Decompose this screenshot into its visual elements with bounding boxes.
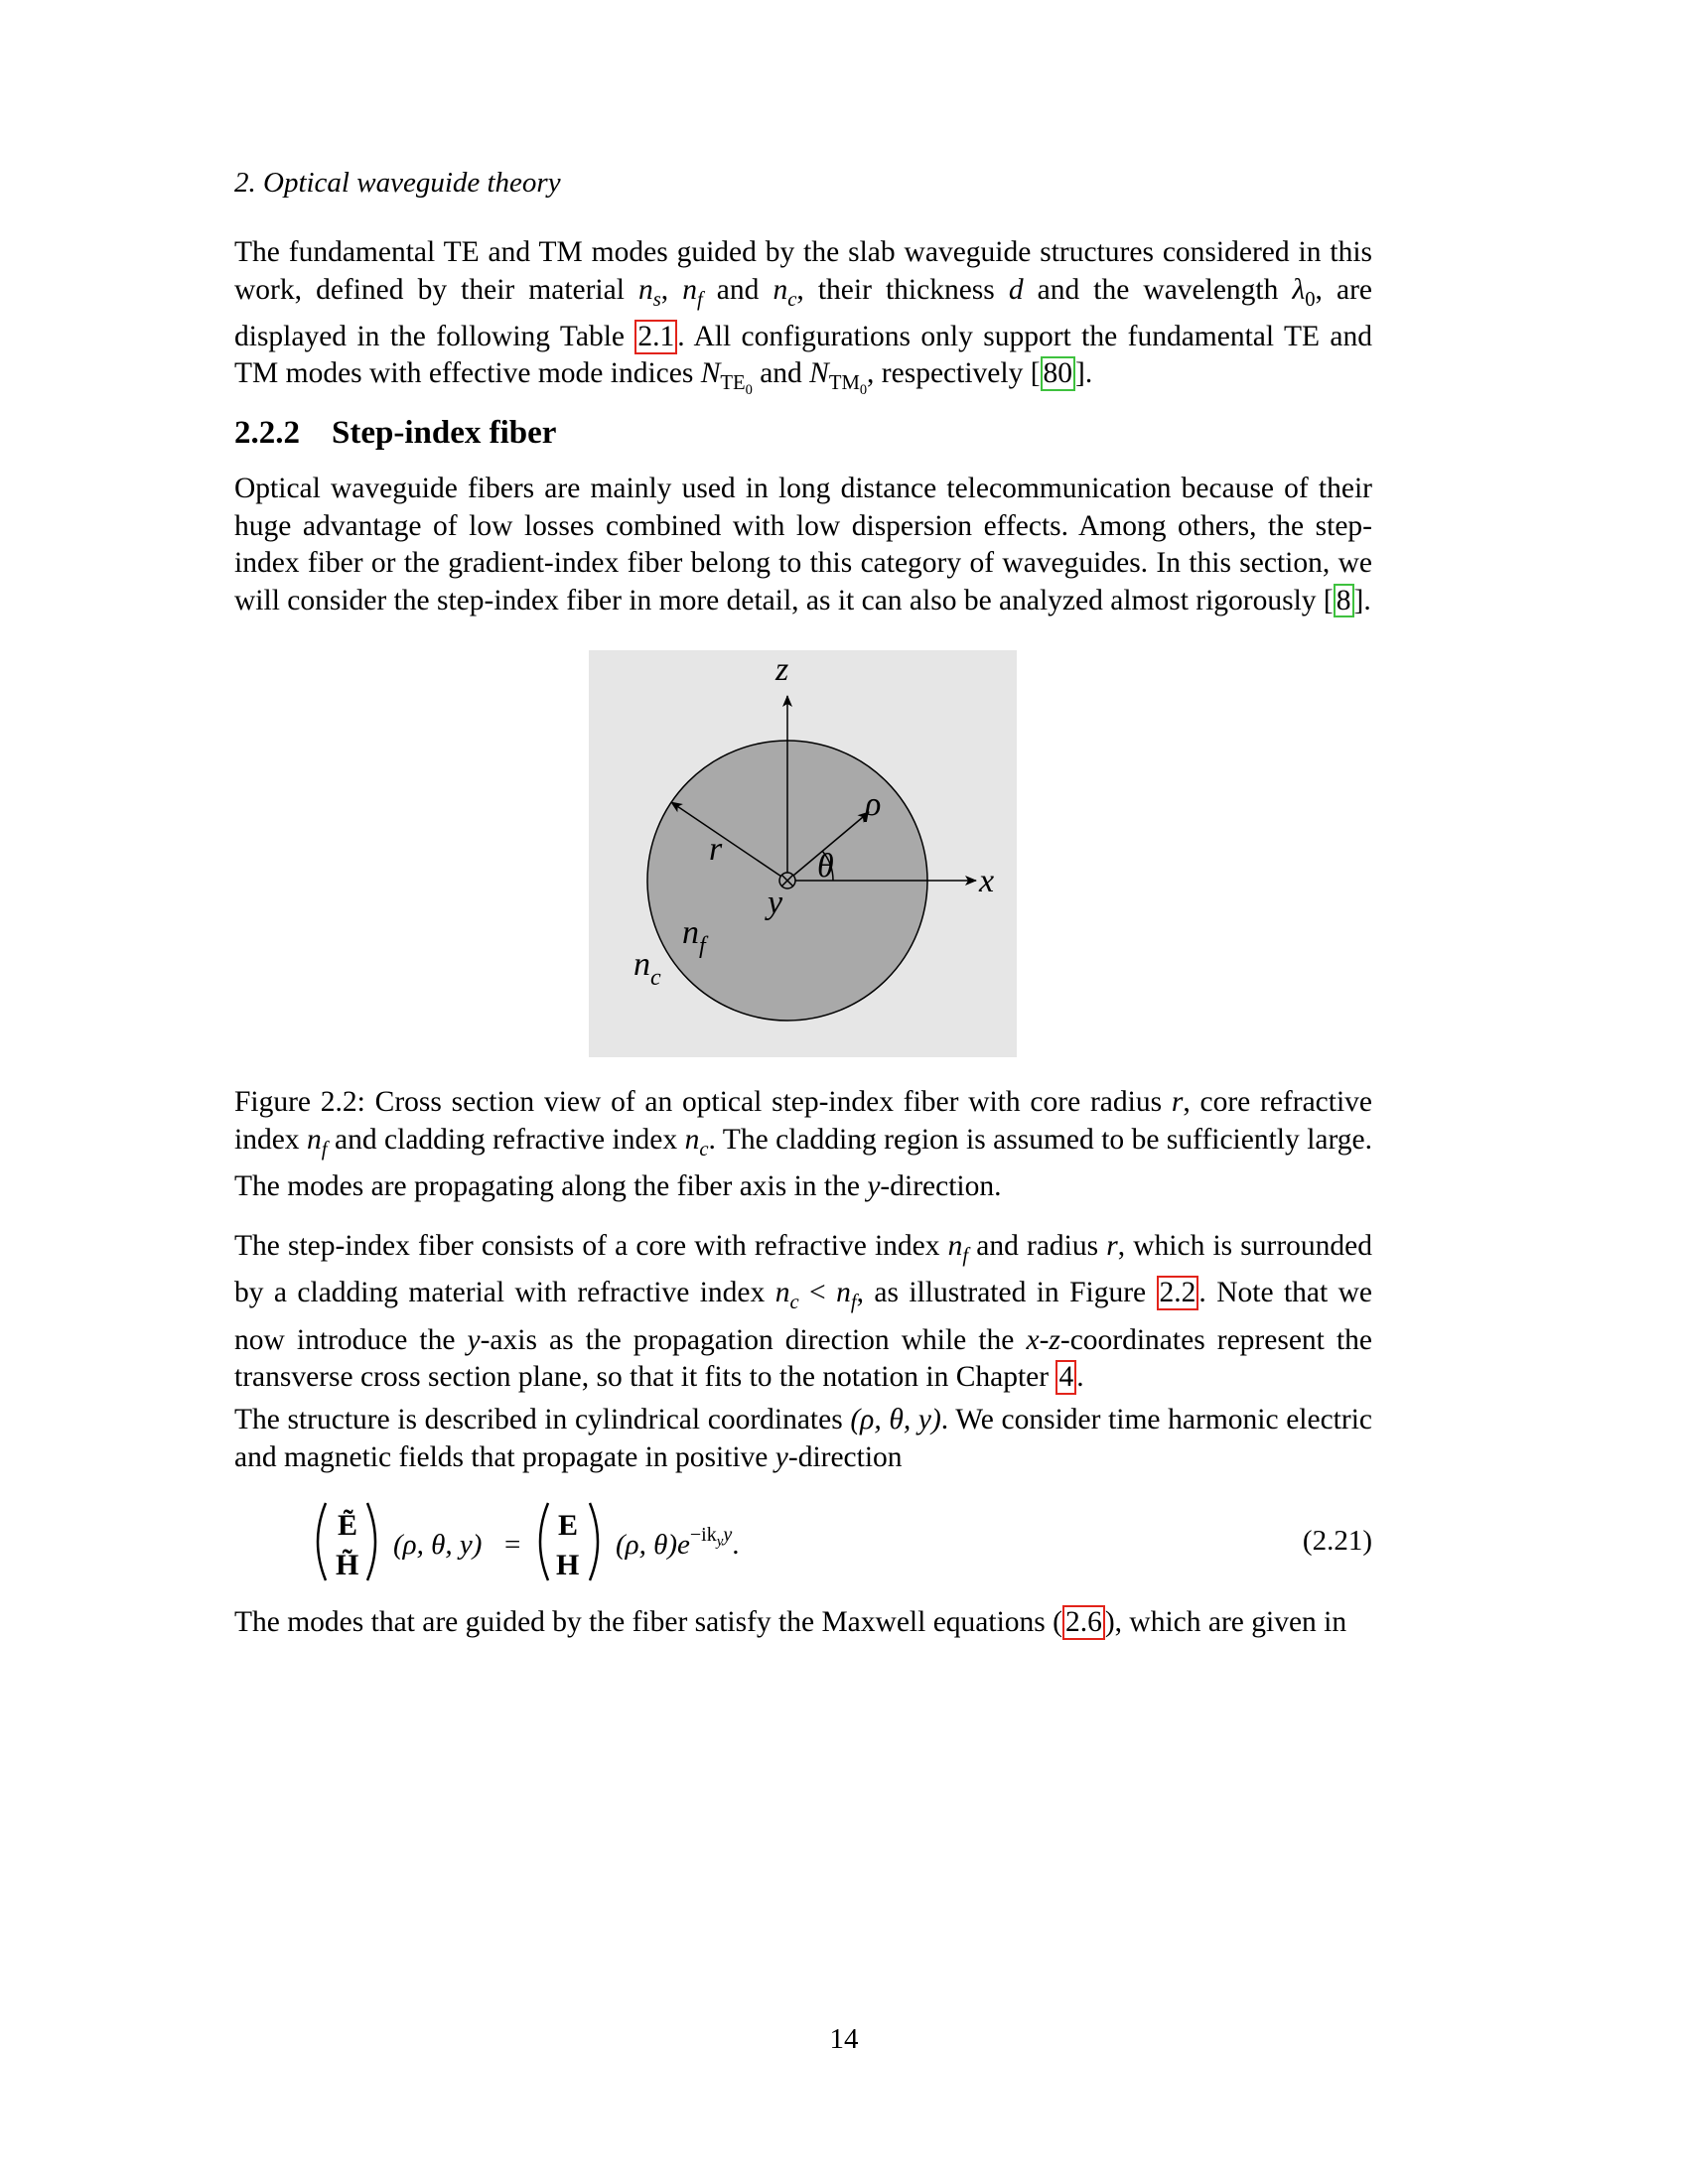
page-number: 14 <box>829 2023 859 2055</box>
section-heading <box>234 415 556 452</box>
z-label: z <box>775 651 789 688</box>
rhs-top: E <box>558 1509 579 1542</box>
body-paragraph: The step-index fiber consists of a core with refractive index $n_f$ and radius r, which is surrounded by a cladding material with refractive index $n_c < n_f$, as illustrated in Figure 2.2 . Note that we now introduce the y-axis as the propagation direction while the x-z-coordinates represent the transverse cross section plane, so that it fits to the notation in Chapter 4 . <box>234 1230 1373 1394</box>
intro-paragraph: The fundamental TE and TM modes guided by the slab waveguide structures considered in this work, defined by their material $n_s$, $n_f$ and $n_c$, their thickness d and the wavelength $\lambda_0$, are displayed in the following Table 2.1 . All configurations only support the fundamental TE and TM modes with effective mode indices $N_{TE_0}$ and $N_{TM_0}$, respectively [ 80 ]. <box>234 236 1372 399</box>
figure-caption: Figure 2.2: Cross section view of an optical step-index fiber with core radius r, core refractive index $n_f$ and cladding refractive index $n_c$. The cladding region is assumed to be sufficiently large. The modes are propagating along the fiber axis in the y-direction. <box>234 1086 1373 1202</box>
rho-label: ρ <box>865 786 882 823</box>
rhs-bottom: H <box>556 1549 580 1581</box>
table-reference-link[interactable]: 2.1 <box>634 320 677 354</box>
lhs-args: (ρ, θ, y) <box>393 1529 483 1561</box>
cladding-index-label: $n_c$ <box>633 946 661 991</box>
body-paragraph: Optical waveguide fibers are mainly used in long distance telecommunication because of their huge advantage of low losses combined with low dispersion effects. Among others, the step-index fiber or the gradient-index fiber belong to this category of waveguides. In this section, we will consider the step-index fiber in more detail, as it can also be analyzed almost rigorously [ 8 ]. <box>234 473 1372 616</box>
theta-label: θ <box>817 848 834 885</box>
running-header: 2. Optical waveguide theory <box>234 167 561 199</box>
core-index-label: $n_f$ <box>682 914 706 959</box>
body-paragraph: The structure is described in cylindrical coordinates (ρ, θ, y). We consider time harmonic electric and magnetic fields that propagate in positive y-direction <box>234 1404 1372 1473</box>
lhs-top: Ẽ <box>338 1509 358 1542</box>
equation-reference-link[interactable]: 2.6 <box>1062 1605 1105 1640</box>
chapter-reference-link[interactable]: 4 <box>1055 1360 1076 1395</box>
section-title: Step-index fiber <box>332 415 557 451</box>
fiber-cross-section-figure <box>589 650 1017 1057</box>
figure-reference-link[interactable]: 2.2 <box>1157 1276 1199 1310</box>
lhs-bottom: H̃ <box>336 1549 359 1581</box>
y-label: y <box>768 885 783 921</box>
section-number: 2.2.2 <box>234 415 300 451</box>
equation-number: (2.21) <box>1302 1525 1372 1557</box>
equals-sign: = <box>504 1529 521 1561</box>
radius-label: r <box>709 831 723 868</box>
x-label: x <box>979 863 995 899</box>
equation-2-21 <box>298 1497 1372 1586</box>
body-paragraph: The modes that are guided by the fiber satisfy the Maxwell equations ( 2.6 ), which are given in <box>234 1606 1347 1638</box>
citation-link[interactable]: 80 <box>1041 356 1076 391</box>
rhs-args: (ρ, $\theta)e^{-ik}yy$. <box>616 1524 740 1561</box>
citation-link[interactable]: 8 <box>1334 584 1354 618</box>
